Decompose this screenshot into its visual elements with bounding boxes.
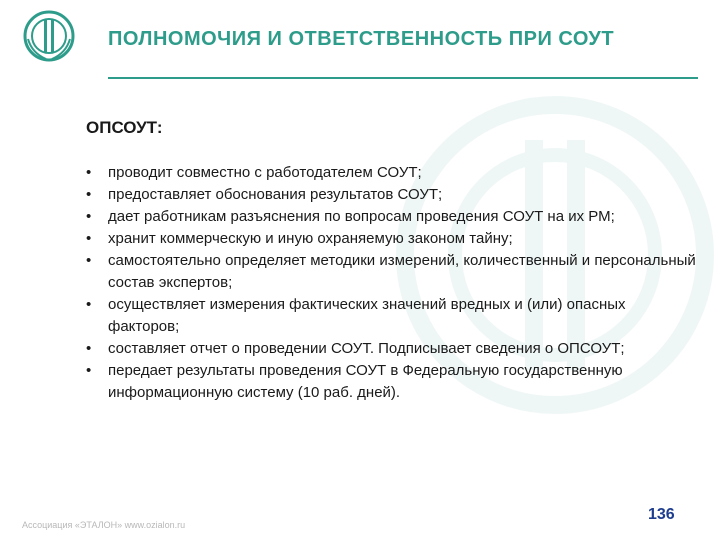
list-item: • проводит совместно с работодателем СОУТ; (86, 162, 696, 184)
responsibilities-list (86, 162, 696, 404)
etalon-logo-icon (22, 9, 76, 63)
footer-text: Ассоциация «ЭТАЛОН» www.ozialon.ru (22, 520, 186, 530)
list-item: • составляет отчет о проведении СОУТ. Подписывает сведения о ОПСОУТ; (86, 338, 696, 360)
list-item: • осуществляет измерения фактических значений вредных и (или) опасных факторов; (86, 294, 696, 338)
list-item: • хранит коммерческую и иную охраняемую законом тайну; (86, 228, 696, 250)
section-heading: ОПСОУТ: (86, 118, 163, 137)
list-item: • предоставляет обоснования результатов СОУТ; (86, 184, 696, 206)
list-item: • передает результаты проведения СОУТ в Федеральную государственную информационную систему (10 раб. дней). (86, 360, 696, 404)
list-item: • самостоятельно определяет методики измерений, количественный и персональный состав экспертов; (86, 250, 696, 294)
list-item: • дает работникам разъяснения по вопросам проведения СОУТ на их РМ; (86, 206, 696, 228)
title-divider (108, 77, 698, 79)
page-title: ПОЛНОМОЧИЯ И ОТВЕТСТВЕННОСТЬ ПРИ СОУТ (108, 28, 615, 50)
page-number: 136 (648, 506, 675, 523)
